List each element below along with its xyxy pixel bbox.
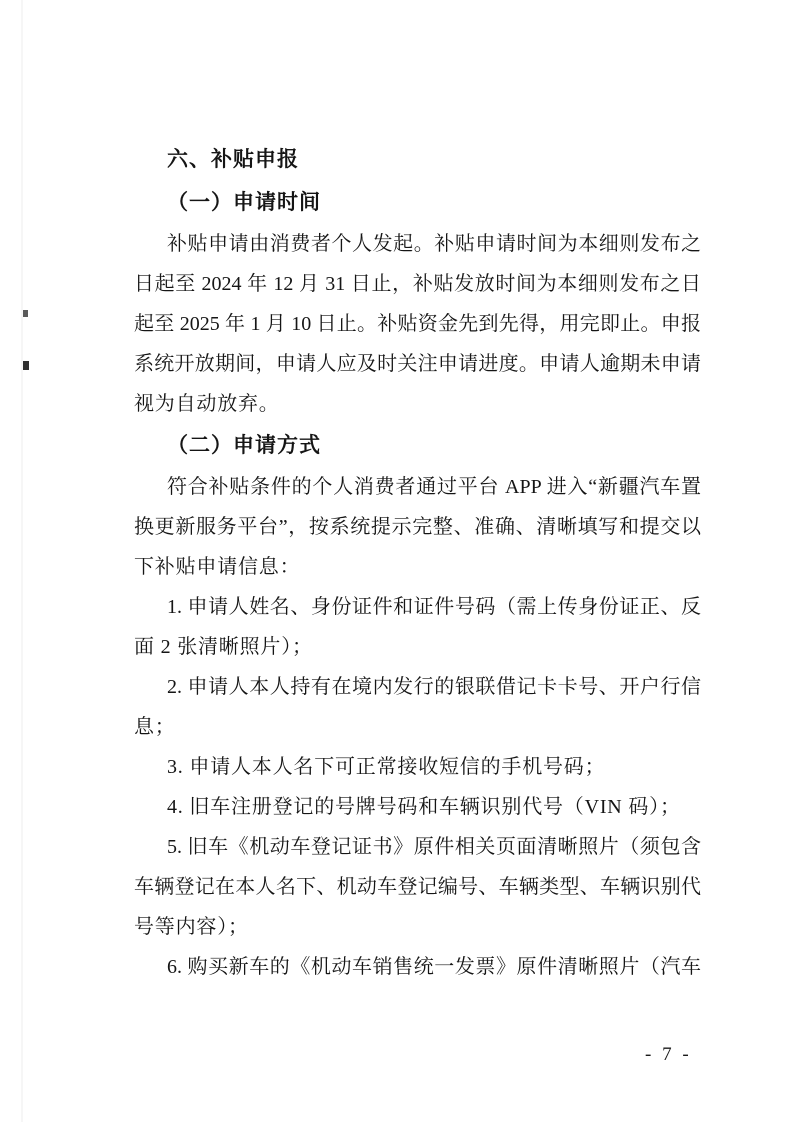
section-heading: （二）申请方式: [167, 433, 321, 457]
text-line: 符合补贴条件的个人消费者通过平台 APP 进入“新疆汽车置: [167, 476, 701, 498]
scan-artifact-dot: [23, 361, 29, 370]
text-line: 车辆登记在本人名下、机动车登记编号、车辆类型、车辆识别代: [134, 876, 701, 898]
text-line: 4. 旧车注册登记的号牌号码和车辆识别代号（VIN 码）；: [167, 796, 681, 818]
scan-fold-line: [21, 0, 23, 1122]
text-line: 补贴申请由消费者个人发起。补贴申请时间为本细则发布之: [167, 233, 701, 255]
text-line: 日起至 2024 年 12 月 31 日止，补贴发放时间为本细则发布之日: [134, 273, 701, 295]
section-heading: 六、补贴申报: [167, 147, 299, 171]
text-line: 3. 申请人本人名下可正常接收短信的手机号码；: [167, 756, 606, 778]
text-line: 5. 旧车《机动车登记证书》原件相关页面清晰照片（须包含: [167, 836, 701, 858]
section-heading: （一）申请时间: [167, 190, 321, 214]
text-line: 下补贴申请信息：: [134, 556, 301, 578]
text-line: 1. 申请人姓名、身份证件和证件号码（需上传身份证正、反: [167, 596, 701, 618]
text-line: 息；: [134, 716, 176, 738]
page-number: - 7 -: [645, 1044, 692, 1065]
document-body: [134, 138, 701, 987]
text-line: 起至 2025 年 1 月 10 日止。补贴资金先到先得，用完即止。申报: [134, 313, 701, 335]
scan-artifact-dot: [23, 310, 28, 317]
text-line: 系统开放期间，申请人应及时关注申请进度。申请人逾期未申请: [134, 353, 701, 375]
text-line: 2. 申请人本人持有在境内发行的银联借记卡卡号、开户行信: [167, 676, 701, 698]
text-line: 号等内容）；: [134, 916, 249, 938]
text-line: 视为自动放弃。: [134, 393, 280, 415]
text-line: 换更新服务平台”，按系统提示完整、准确、清晰填写和提交以: [134, 516, 701, 538]
text-line: 6. 购买新车的《机动车销售统一发票》原件清晰照片（汽车: [167, 956, 701, 978]
text-line: 面 2 张清晰照片）；: [134, 636, 313, 658]
